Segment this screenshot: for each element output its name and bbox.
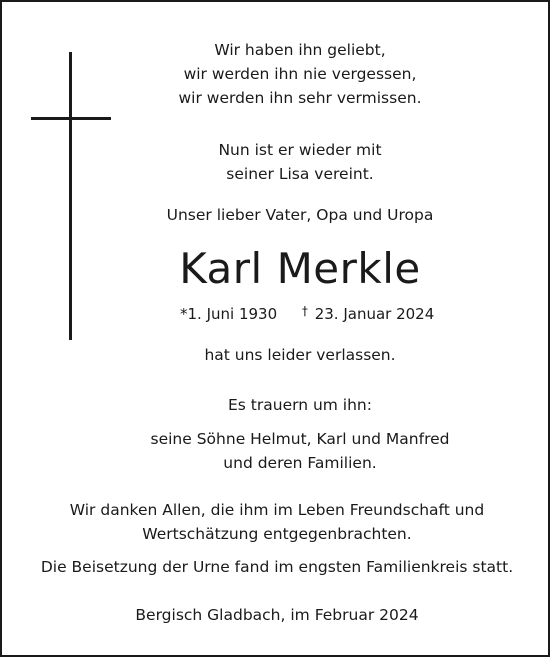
reunion-line-2: seiner Lisa vereint. (226, 165, 374, 183)
verse-line-1: Wir haben ihn geliebt, (214, 41, 386, 59)
deceased-name: Karl Merkle (179, 244, 421, 293)
passed-line: hat uns leider verlassen. (204, 346, 396, 364)
death-date-group (302, 300, 434, 325)
death-date: 23. Januar 2024 (314, 305, 435, 323)
thanks-line-1: Wir danken Allen, die ihm im Leben Freundschaft und (69, 501, 485, 519)
reunion-line-1: Nun ist er wieder mit (218, 141, 382, 159)
place-date-line: Bergisch Gladbach, im Februar 2024 (135, 606, 419, 624)
life-dates (180, 300, 434, 325)
verse-line-3: wir werden ihn sehr vermissen. (178, 89, 422, 107)
birth-date: *1. Juni 1930 (180, 305, 278, 323)
thanks-line-2: Wertschätzung entgegenbrachten. (142, 525, 412, 543)
intro-line: Unser lieber Vater, Opa und Uropa (166, 206, 434, 224)
dagger-icon: † (301, 304, 308, 318)
mourn-heading: Es trauern um ihn: (228, 396, 372, 414)
mourners-line-2: und deren Familien. (223, 454, 377, 472)
verse-line-2: wir werden ihn nie vergessen, (183, 65, 417, 83)
mourners-line-1: seine Söhne Helmut, Karl und Manfred (150, 430, 450, 448)
burial-line: Die Beisetzung der Urne fand im engsten Familienkreis statt. (40, 558, 514, 576)
cross-icon-bar (31, 117, 111, 120)
